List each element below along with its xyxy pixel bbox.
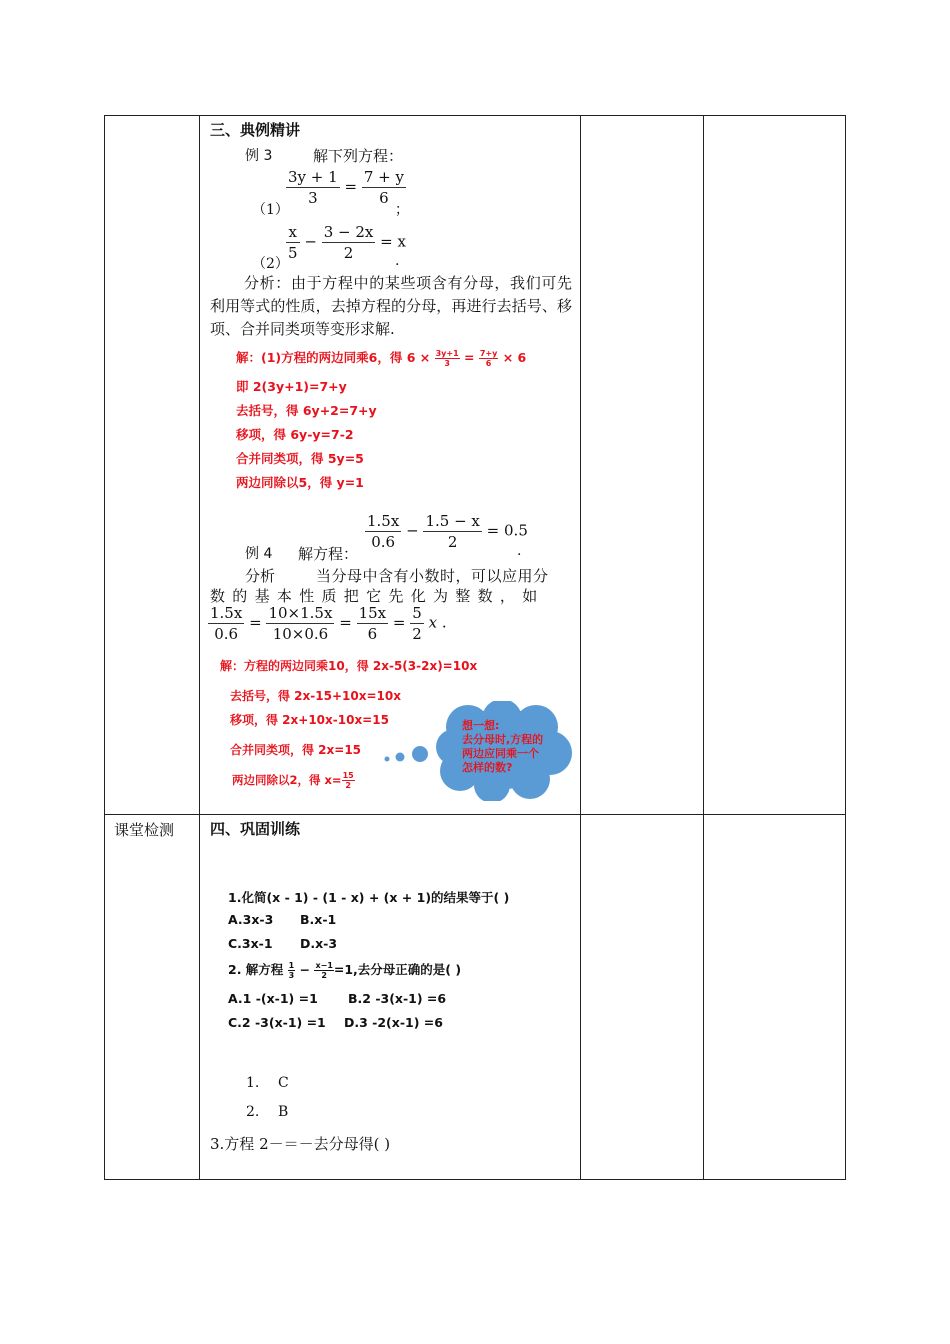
section4-cell <box>200 815 580 1179</box>
sol1-line3: 去括号，得 6y+2=7+y <box>236 403 377 418</box>
analysis2-label: 分析 <box>245 567 276 585</box>
question-3: 3.方程 2－＝－去分母得( ) <box>210 1135 391 1153</box>
answer-2: B <box>278 1104 289 1120</box>
sol2-line5 <box>232 771 355 790</box>
table-border-right <box>845 115 846 1180</box>
ex-eq3: = <box>392 613 406 632</box>
sol1-line2: 即 2(3y+1)=7+y <box>236 379 347 394</box>
eq2-num-a: x <box>286 222 300 243</box>
eq2-minus: − <box>304 232 317 251</box>
q1-option-b: B.x-1 <box>300 912 337 927</box>
example3-task: 解下列方程： <box>313 147 404 165</box>
eq2-den-b: 2 <box>343 244 354 262</box>
table-col-divider-2 <box>580 115 581 1180</box>
sol1-line1-den2: 6 <box>485 359 492 368</box>
q1-option-c: C.3x-1 <box>228 936 273 951</box>
section4-heading: 四、巩固训练 <box>210 820 301 838</box>
q2-minus: − <box>299 962 311 977</box>
eq1-label: （1） <box>252 202 289 218</box>
q2-pre: 2. 解方程 <box>228 962 284 977</box>
q2-option-c: C.2 -3(x-1) =1 <box>228 1015 326 1030</box>
table-border-left <box>104 115 105 1180</box>
ex-eq2: = <box>339 613 352 632</box>
bubble-line2: 去分母时,方程的 <box>462 733 544 746</box>
eq4-num-b: 1.5 − x <box>425 512 480 530</box>
eq1-den-right: 6 <box>379 189 389 207</box>
ex-num3: 15x <box>358 604 387 622</box>
ex-end: . <box>441 613 447 632</box>
answer-1: C <box>278 1075 289 1091</box>
eq4-den-b: 2 <box>447 533 458 551</box>
q2-option-a: A.1 -(x-1) =1 <box>228 991 318 1006</box>
sol1-line4: 移项，得 6y-y=7-2 <box>236 427 354 442</box>
sol2-line4: 合并同类项，得 2x=15 <box>230 743 362 757</box>
bubble-dot-medium <box>396 753 405 762</box>
q2-num2: x−1 <box>315 961 333 970</box>
eq4-num-a: 1.5x <box>367 512 400 530</box>
q2-den2: 2 <box>321 971 327 980</box>
sol1-line1-eq: = <box>464 350 475 365</box>
q2-den1: 3 <box>288 971 295 980</box>
eq4-equation <box>365 511 528 552</box>
ex-num1: 1.5x <box>210 604 243 622</box>
sol1-line1-b: × 6 <box>502 350 527 365</box>
bubble-line4: 怎样的数? <box>462 761 513 774</box>
bubble-text <box>462 719 543 775</box>
eq2-num-b: 3 − 2x <box>323 223 374 241</box>
section3-cell <box>200 115 580 814</box>
eq1-num-left: 3y + 1 <box>288 168 338 186</box>
eq2-end: . <box>395 253 400 269</box>
ex-eq1: = <box>249 613 262 632</box>
section3-heading: 三、典例精讲 <box>210 121 301 139</box>
sol1-line1-text: 解：(1)方程的两边同乘6，得 <box>236 350 403 365</box>
sol1-line1-num2: 7+y <box>479 349 498 358</box>
ex-den2: 10×0.6 <box>272 625 329 643</box>
q2-post: =1,去分母正确的是( ) <box>333 962 462 977</box>
analysis2-line2: 数的基本性质把它先化为整数，如 <box>210 587 545 605</box>
bubble-dot-small <box>385 757 390 762</box>
ex-num2: 10×1.5x <box>268 604 333 622</box>
eq1-equals: = <box>344 177 358 196</box>
example4-label: 例 4 <box>245 546 273 562</box>
ex-den4: 2 <box>412 625 422 643</box>
q2-option-b: B.2 -3(x-1) =6 <box>348 991 447 1006</box>
eq4-minus: − <box>406 521 419 540</box>
eq2-label: （2） <box>252 256 289 272</box>
bubble-line3: 两边应同乘一个 <box>462 747 539 760</box>
eq4-end: . <box>517 543 522 559</box>
eq2-rhs: = x <box>380 232 406 251</box>
sol1-line1 <box>236 348 526 368</box>
bubble-dot-large <box>412 746 428 762</box>
eq2-equation <box>286 222 406 263</box>
eq1-den-left: 3 <box>308 189 318 207</box>
eq4-rhs: = 0.5 <box>486 521 528 540</box>
sol2-line1: 解：方程的两边同乘10，得 2x-5(3-2x)=10x <box>220 659 478 673</box>
sol2-line5-text: 两边同除以2，得 x= <box>232 773 342 787</box>
answer-2-number: 2. <box>246 1104 260 1120</box>
eq4-den-a: 0.6 <box>371 533 396 551</box>
analysis2-line1: 当分母中含有小数时，可以应用分 <box>316 567 549 585</box>
ex-den3: 6 <box>367 625 378 643</box>
eq1-end: ； <box>395 202 409 218</box>
table-border-bottom <box>104 1179 846 1180</box>
sol2-line5-num: 15 <box>342 771 354 780</box>
question-1: 1.化简(x - 1) - (1 - x) + (x + 1)的结果等于( ) <box>228 890 510 905</box>
bubble-line1: 想一想: <box>462 719 500 732</box>
sol1-line1-a: 6 × <box>406 350 431 365</box>
q2-option-d: D.3 -2(x-1) =6 <box>344 1015 443 1030</box>
example4-task: 解方程： <box>298 545 359 563</box>
ex-var: x <box>428 613 438 632</box>
analysis-paragraph: 分析：由于方程中的某些项含有分母，我们可先利用等式的性质，去掉方程的分母，再进行去括号、移项、合并同类项等变形求解. <box>210 274 572 338</box>
sol2-line2: 去括号，得 2x-15+10x=10x <box>230 689 401 703</box>
ex-num4: 5 <box>412 604 422 622</box>
sol1-line1-num1: 3y+1 <box>435 349 459 358</box>
fraction-example <box>208 603 447 644</box>
ex-den1: 0.6 <box>214 625 239 643</box>
sol2-line5-den: 2 <box>345 781 351 790</box>
eq1-equation <box>286 167 406 208</box>
example3-label: 例 3 <box>245 148 273 164</box>
answer-1-number: 1. <box>246 1075 260 1091</box>
q1-option-a: A.3x-3 <box>228 912 274 927</box>
lesson-table <box>104 115 846 1180</box>
sol2-line3: 移项，得 2x+10x-10x=15 <box>230 713 389 727</box>
table-col-divider-3 <box>703 115 704 1180</box>
sol1-line5: 合并同类项，得 5y=5 <box>236 451 364 466</box>
sol1-line6: 两边同除以5，得 y=1 <box>236 475 364 490</box>
eq1-num-right: 7 + y <box>363 168 404 186</box>
eq2-den-a: 5 <box>288 244 298 262</box>
class-check-label: 课堂检测 <box>114 821 175 839</box>
q2-num1: 1 <box>288 961 295 970</box>
question-2 <box>228 960 461 980</box>
q1-option-d: D.x-3 <box>300 936 338 951</box>
sol1-line1-den1: 3 <box>444 359 450 368</box>
